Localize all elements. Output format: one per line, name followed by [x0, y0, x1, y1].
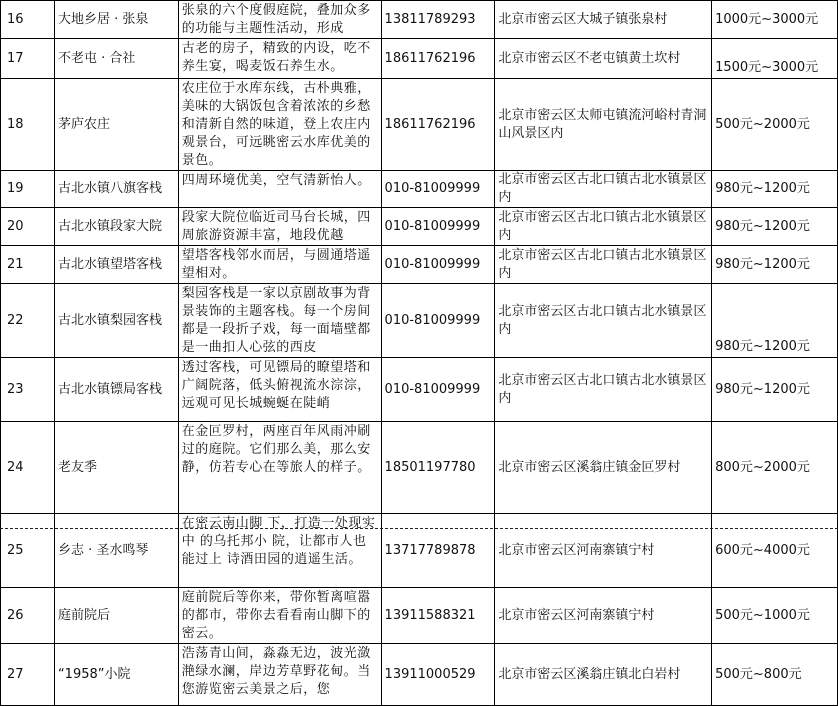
price-range: 980元~1200元: [712, 246, 838, 284]
homestay-description: 透过客栈，可见镖局的瞭望塔和广阔院落，低头俯视流水淙淙，远观可见长城蜿蜒在陡峭: [178, 358, 381, 422]
row-number: 18: [1, 79, 55, 171]
homestay-description: 梨园客栈是一家以京剧故事为背景装饰的主题客栈。每一个房间都是一段折子戏，每一面墙壁都是一曲扣人心弦的西皮: [178, 284, 381, 358]
address: 北京市密云区大城子镇张泉村: [495, 1, 712, 39]
table-row: [1, 79, 838, 171]
table-row: [1, 644, 838, 706]
table-row: [1, 39, 838, 79]
table-row: [1, 171, 838, 208]
homestay-description: 古老的房子，精致的内设，吃不养生宴，喝麦饭石养生水。: [178, 39, 381, 79]
row-number: 27: [1, 644, 55, 706]
homestay-name: 庭前院后: [54, 588, 178, 644]
phone-number: 010-81009999: [381, 171, 495, 208]
price-range: 600元~4000元: [712, 514, 838, 588]
address: 北京市密云区溪翁庄镇金叵罗村: [495, 422, 712, 514]
homestay-name: 古北水镇望塔客栈: [54, 246, 178, 284]
phone-number: 18501197780: [381, 422, 495, 514]
homestay-name: 不老屯 · 合社: [54, 39, 178, 79]
homestay-description: 张泉的六个度假庭院，叠加众多的功能与主题性活动，形成: [178, 1, 381, 39]
price-range: 1000元~3000元: [712, 1, 838, 39]
row-number: 16: [1, 1, 55, 39]
homestay-description: 望塔客栈邻水而居，与圆通塔遥望相对。: [178, 246, 381, 284]
price-range: 800元~2000元: [712, 422, 838, 514]
homestay-description: 段家大院位临近司马台长城，四周旅游资源丰富，地段优越: [178, 208, 381, 246]
address: 北京市密云区溪翁庄镇北白岩村: [495, 644, 712, 706]
address: 北京市密云区古北口镇古北水镇景区内: [495, 208, 712, 246]
row-number: 21: [1, 246, 55, 284]
table-row: [1, 1, 838, 39]
row-number: 23: [1, 358, 55, 422]
price-range: 980元~1200元: [712, 208, 838, 246]
homestay-description: 在密云南山脚 下，打造一处现实中 的乌托邦小 院，让都市人也能过上 诗酒田园的逍遥生活。: [178, 514, 381, 588]
phone-number: 010-81009999: [381, 358, 495, 422]
homestay-description: 浩荡青山间，淼淼无边，波光潋滟绿水澜，岸边芳草野花甸。当您游览密云美景之后，您: [178, 644, 381, 706]
table-row: [1, 422, 838, 514]
homestay-name: 大地乡居 · 张泉: [54, 1, 178, 39]
homestay-name: 茅庐农庄: [54, 79, 178, 171]
table-row: [1, 588, 838, 644]
price-range: 980元~1200元: [712, 171, 838, 208]
table-row: [1, 208, 838, 246]
phone-number: 010-81009999: [381, 208, 495, 246]
price-range: 500元~800元: [712, 644, 838, 706]
homestay-name: “1958”小院: [54, 644, 178, 706]
table-row: [1, 284, 838, 358]
address: 北京市密云区古北口镇古北水镇景区内: [495, 358, 712, 422]
address: 北京市密云区不老屯镇黄土坎村: [495, 39, 712, 79]
row-number: 25: [1, 514, 55, 588]
homestay-name: 古北水镇八旗客栈: [54, 171, 178, 208]
homestay-name: 古北水镇镖局客栈: [54, 358, 178, 422]
price-range: 980元~1200元: [712, 284, 838, 358]
row-number: 22: [1, 284, 55, 358]
address: 北京市密云区古北口镇古北水镇景区内: [495, 171, 712, 208]
homestay-name: 古北水镇梨园客栈: [54, 284, 178, 358]
address: 北京市密云区古北口镇古北水镇景区内: [495, 284, 712, 358]
price-range: 1500元~3000元: [712, 39, 838, 79]
address: 北京市密云区河南寨镇宁村: [495, 588, 712, 644]
row-number: 20: [1, 208, 55, 246]
phone-number: 18611762196: [381, 39, 495, 79]
phone-number: 13911588321: [381, 588, 495, 644]
homestay-description: 庭前院后等你来，带你暂离喧嚣的都市，带你去看看南山脚下的密云。: [178, 588, 381, 644]
price-range: 500元~2000元: [712, 79, 838, 171]
phone-number: 13717789878: [381, 514, 495, 588]
phone-number: 18611762196: [381, 79, 495, 171]
homestay-name: 乡志 · 圣水鸣琴: [54, 514, 178, 588]
price-range: 500元~1000元: [712, 588, 838, 644]
row-number: 24: [1, 422, 55, 514]
homestay-name: 老友季: [54, 422, 178, 514]
homestay-description: 在金叵罗村，两座百年风雨冲刷过的庭院。它们那么美，那么安静，仿若专心在等旅人的样子。: [178, 422, 381, 514]
table-row: [1, 514, 838, 588]
phone-number: 13811789293: [381, 1, 495, 39]
address: 北京市密云区太师屯镇流河峪村青洞山风景区内: [495, 79, 712, 171]
phone-number: 13911000529: [381, 644, 495, 706]
homestay-description: 四周环境优美，空气清新怡人。: [178, 171, 381, 208]
phone-number: 010-81009999: [381, 246, 495, 284]
address: 北京市密云区河南寨镇宁村: [495, 514, 712, 588]
row-number: 17: [1, 39, 55, 79]
price-range: 980元~1200元: [712, 358, 838, 422]
phone-number: 010-81009999: [381, 284, 495, 358]
row-number: 19: [1, 171, 55, 208]
table-row: [1, 246, 838, 284]
address: 北京市密云区古北口镇古北水镇景区内: [495, 246, 712, 284]
row-number: 26: [1, 588, 55, 644]
table-row: [1, 358, 838, 422]
homestay-name: 古北水镇段家大院: [54, 208, 178, 246]
homestay-description: 农庄位于水库东线，古朴典雅，美味的大锅饭包含着浓浓的乡愁和清新自然的味道，登上农庄内观景台，可远眺密云水库优美的景色。: [178, 79, 381, 171]
